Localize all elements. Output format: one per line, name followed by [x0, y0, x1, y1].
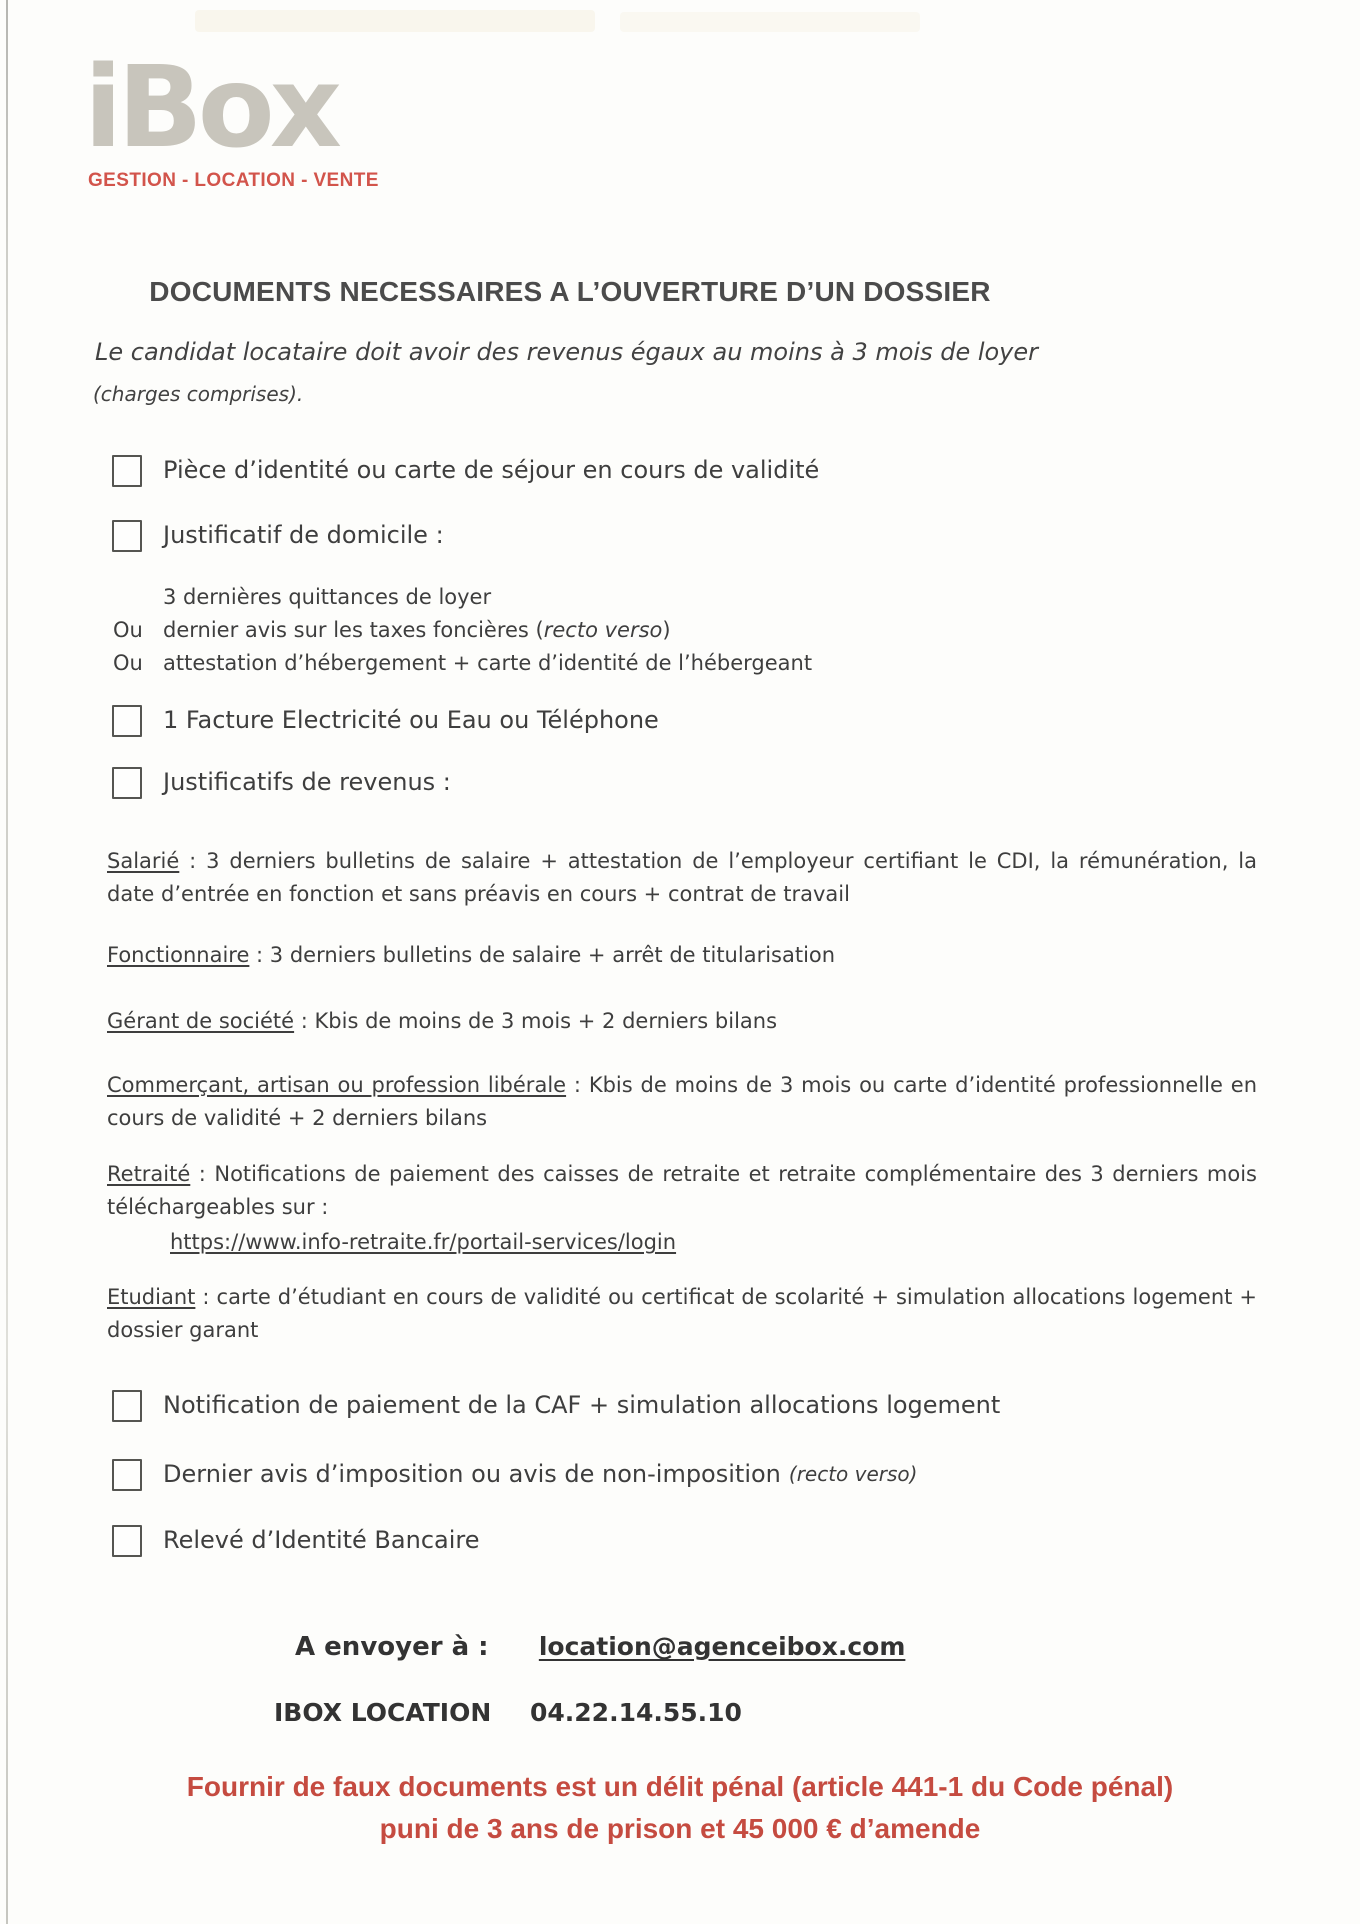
agency-name: IBOX LOCATION	[274, 1698, 492, 1727]
agency-logo	[84, 43, 379, 192]
recto-verso-note: (recto verso)	[788, 1462, 918, 1486]
checkbox-justificatifs-revenus[interactable]	[112, 767, 142, 799]
phone-number: 04.22.14.55.10	[530, 1698, 742, 1727]
section-text: : Kbis de moins de 3 mois ou carte d’identité professionnelle en cours de validité + 2 derniers bilans	[107, 1073, 1257, 1130]
intro-line-1: Le candidat locataire doit avoir des revenus égaux au moins à 3 mois de loyer	[95, 338, 1039, 366]
checklist-item-label: Dernier avis d’imposition ou avis de non-imposition	[163, 1460, 781, 1488]
legal-warning-line-1: Fournir de faux documents est un délit pénal (article 441-1 du Code pénal)	[186, 1771, 1174, 1802]
section-salarie	[107, 845, 1257, 911]
section-text: : 3 derniers bulletins de salaire + arrêt de titularisation	[249, 943, 836, 967]
option-text: attestation d’hébergement + carte d’identité de l’hébergeant	[163, 651, 813, 675]
section-text: : 3 derniers bulletins de salaire + attestation de l’employeur certifiant le CDI, la rémunération, la date d’entrée en fonction et sans préavis en cours + contrat de travail	[107, 849, 1257, 906]
send-to-row	[295, 1632, 905, 1662]
intro-line-2: (charges comprises).	[93, 382, 304, 406]
section-etudiant	[107, 1281, 1257, 1347]
contact-row	[274, 1698, 742, 1727]
legal-warning	[0, 1766, 1360, 1850]
checklist-item-facture	[112, 704, 659, 737]
domicile-option-quittances	[113, 581, 812, 614]
info-retraite-link[interactable]: https://www.info-retraite.fr/portail-services/login	[170, 1230, 677, 1254]
option-prefix: Ou	[113, 618, 143, 642]
option-prefix	[113, 581, 163, 614]
checkbox-justificatif-domicile[interactable]	[112, 520, 142, 552]
checklist-item-notification-caf	[112, 1389, 1000, 1422]
section-term: Gérant de société	[107, 1009, 295, 1033]
retraite-link-row	[107, 1226, 1257, 1259]
section-term: Fonctionnaire	[107, 943, 250, 967]
checklist-item-piece-identite	[112, 454, 819, 487]
checklist-item-label: Justificatif de domicile :	[163, 521, 444, 549]
section-term: Commerçant, artisan ou profession libérale	[107, 1073, 567, 1097]
checklist-item-avis-imposition	[112, 1458, 917, 1491]
domicile-options-list	[113, 581, 812, 680]
legal-warning-line-2: puni de 3 ans de prison et 45 000 € d’amende	[379, 1813, 981, 1844]
checkbox-rib[interactable]	[112, 1525, 142, 1557]
checklist-item-rib	[112, 1524, 480, 1557]
checklist-item-label: Notification de paiement de la CAF + simulation allocations logement	[163, 1391, 1001, 1419]
section-gerant-societe	[107, 1005, 1257, 1038]
checklist-item-label: Pièce d’identité ou carte de séjour en cours de validité	[163, 456, 820, 484]
checklist-item-label: Relevé d’Identité Bancaire	[163, 1526, 480, 1554]
send-to-label: A envoyer à :	[295, 1632, 489, 1662]
section-text: : carte d’étudiant en cours de validité ou certificat de scolarité + simulation allocations logement + dossier garant	[107, 1285, 1257, 1342]
ibox-logo-text: iBox	[84, 43, 337, 173]
scan-artifact-top-smudge	[195, 10, 595, 32]
checklist-item-justificatif-domicile	[112, 519, 444, 552]
option-text: dernier avis sur les taxes foncières (recto verso)	[163, 618, 671, 642]
section-text: : Notifications de paiement des caisses de retraite et retraite complémentaire des 3 derniers mois téléchargeables sur :	[107, 1162, 1257, 1219]
section-text: : Kbis de moins de 3 mois + 2 derniers bilans	[294, 1009, 778, 1033]
section-fonctionnaire	[107, 939, 1257, 972]
option-text: 3 dernières quittances de loyer	[163, 585, 492, 609]
section-term: Retraité	[107, 1162, 191, 1186]
checklist-item-label: Justificatifs de revenus :	[163, 768, 451, 796]
checklist-item-justificatifs-revenus	[112, 766, 451, 799]
section-term: Salarié	[107, 849, 180, 873]
scan-artifact-top-smudge	[620, 12, 920, 32]
checkbox-facture[interactable]	[112, 705, 142, 737]
checkbox-piece-identite[interactable]	[112, 455, 142, 487]
section-commercant	[107, 1069, 1257, 1135]
option-prefix: Ou	[113, 651, 143, 675]
email-link[interactable]: location@agenceibox.com	[538, 1632, 906, 1661]
checkbox-notification-caf[interactable]	[112, 1390, 142, 1422]
checkbox-avis-imposition[interactable]	[112, 1459, 142, 1491]
checklist-item-label: 1 Facture Electricité ou Eau ou Téléphone	[163, 706, 659, 734]
section-term: Etudiant	[107, 1285, 196, 1309]
page-title: DOCUMENTS NECESSAIRES A L’OUVERTURE D’UN DOSSIER	[149, 276, 991, 307]
domicile-option-attestation-hebergement	[113, 647, 812, 680]
section-retraite	[107, 1158, 1257, 1259]
domicile-option-taxes-foncieres	[113, 614, 812, 647]
logo-tagline: GESTION - LOCATION - VENTE	[88, 170, 379, 191]
